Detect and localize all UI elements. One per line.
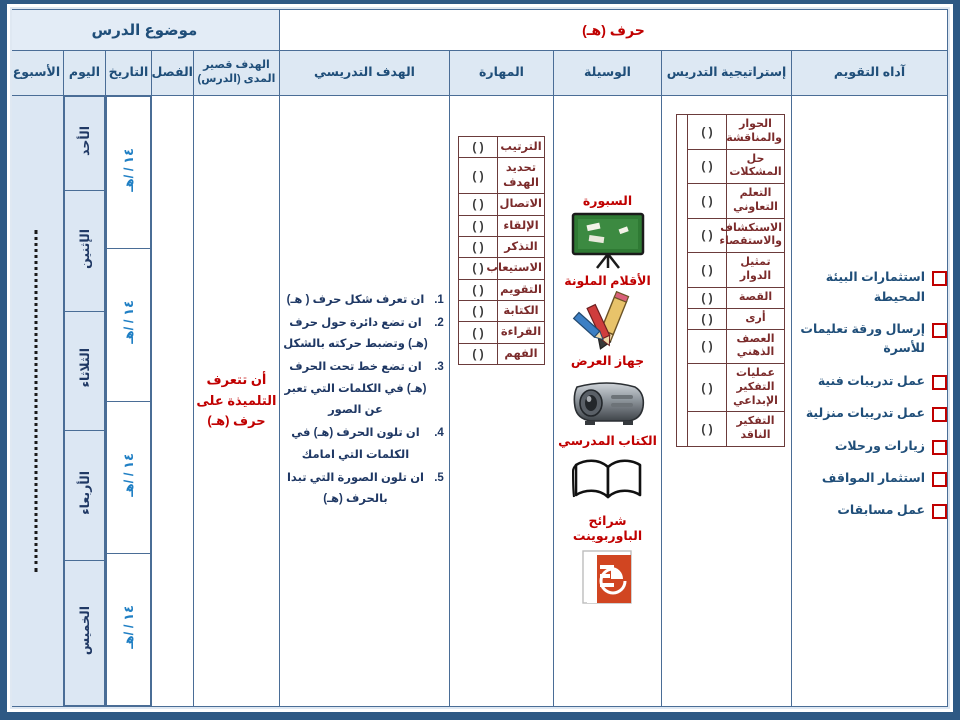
header-media: الوسيلة (554, 51, 662, 96)
skill-row (459, 301, 545, 322)
media-label: جهاز العرض (570, 353, 645, 368)
objective-item: 5. ان تلون الصورة التي تبدا بالحرف (هـ) (280, 468, 431, 511)
date-value: ١٤ / /هـ (120, 300, 136, 345)
header-period: الفصل (151, 51, 193, 96)
strategy-checkbox[interactable]: ( ) (688, 218, 727, 253)
strategy-row (688, 412, 785, 447)
skill-label: الكتابة (498, 301, 545, 322)
header-strategy: إستراتيجية التدريس (662, 51, 792, 96)
assessment-label: إرسال ورقة تعليمات للأسرة (800, 322, 925, 356)
strategy-list-wrap (662, 96, 791, 706)
day-row (64, 430, 104, 561)
media-label: السبورة (582, 193, 633, 208)
skill-checkbox[interactable]: ( ) (459, 194, 498, 215)
skill-label: الفهم (498, 343, 545, 364)
teaching-objectives-column (279, 96, 449, 707)
strategy-row (688, 218, 785, 253)
week-dotted-divider (35, 230, 38, 572)
date-column (105, 96, 151, 707)
lesson-subject-title: موضوع الدرس (10, 10, 279, 51)
assessment-item[interactable] (792, 320, 947, 359)
strategy-table (687, 114, 785, 447)
header-assessment: آداه التقويم (792, 51, 948, 96)
day-row (64, 561, 104, 706)
assessment-checkbox-icon[interactable] (932, 323, 947, 338)
day-row (64, 311, 104, 430)
chalkboard-icon (554, 210, 661, 272)
strategy-checkbox[interactable]: ( ) (688, 253, 727, 288)
projector-icon (554, 370, 661, 432)
assessment-checkbox-icon[interactable] (932, 407, 947, 422)
skill-checkbox[interactable]: ( ) (459, 279, 498, 300)
skill-row (459, 137, 545, 158)
date-value: ١٤ / /هـ (120, 604, 136, 649)
skill-column (450, 96, 554, 707)
assessment-item[interactable] (792, 501, 947, 520)
skill-label: التذكر (498, 236, 545, 257)
plan-body-row (10, 96, 948, 707)
strategy-checkbox[interactable]: ( ) (688, 364, 727, 412)
header-date: التاريخ (105, 51, 151, 96)
date-row (106, 553, 150, 705)
skill-row (459, 194, 545, 215)
strategy-row (688, 149, 785, 184)
short-goal-cell: أن تتعرف التلميذة على حرف (هـ) (193, 96, 279, 707)
date-cell[interactable] (106, 401, 150, 553)
skill-checkbox[interactable]: ( ) (459, 258, 498, 279)
date-table (106, 96, 151, 706)
day-cell[interactable] (64, 191, 104, 311)
day-cell[interactable] (64, 311, 104, 430)
skill-checkbox[interactable]: ( ) (459, 301, 498, 322)
assessment-label: عمل تدريبات فنية (817, 373, 925, 388)
strategy-label: حل المشكلات (727, 149, 785, 184)
strategy-row (688, 308, 785, 329)
strategy-label: تمثيل الدوار (727, 253, 785, 288)
strategy-row (688, 364, 785, 412)
objectives-list (280, 290, 449, 511)
assessment-item[interactable] (792, 372, 947, 391)
date-value: ١٤ / /هـ (120, 452, 136, 497)
strategy-checkbox[interactable]: ( ) (688, 184, 727, 219)
skill-checkbox[interactable]: ( ) (459, 343, 498, 364)
strategy-label: أرى (727, 308, 785, 329)
strategy-label: الاستكشاف والاستقصاء (727, 218, 785, 253)
day-label: الأحد (77, 126, 92, 157)
strategy-checkbox[interactable]: ( ) (688, 412, 727, 447)
header-week: الأسبوع (10, 51, 63, 96)
assessment-item[interactable] (792, 437, 947, 456)
strategy-side-rail (676, 114, 687, 447)
objective-item: 1. ان تعرف شكل حرف ( هـ) (280, 290, 431, 311)
assessment-checkbox-icon[interactable] (932, 440, 947, 455)
day-label: الإثنين (77, 228, 92, 269)
strategy-row (688, 184, 785, 219)
strategy-checkbox[interactable]: ( ) (688, 149, 727, 184)
lesson-plan-frame (10, 7, 950, 709)
skill-row (459, 215, 545, 236)
media-label: شرائح الباوربوينت (572, 513, 643, 543)
skill-checkbox[interactable]: ( ) (459, 322, 498, 343)
skill-row (459, 279, 545, 300)
objective-item: 2. ان تضع دائرة حول حرف (هـ) وتضبط حركته بالشكل (280, 313, 431, 356)
skill-label: الإلقاء (498, 215, 545, 236)
skill-table (458, 136, 545, 365)
date-row (106, 249, 150, 401)
assessment-checkbox-icon[interactable] (932, 472, 947, 487)
assessment-column (792, 96, 948, 707)
strategy-label: العصف الذهني (727, 329, 785, 364)
lesson-plan-table (10, 9, 948, 707)
skill-label: الاستيعاب (498, 258, 545, 279)
strategy-row (688, 253, 785, 288)
assessment-item[interactable] (792, 268, 947, 307)
date-cell[interactable] (106, 97, 150, 249)
skill-row (459, 343, 545, 364)
header-skill: المهارة (450, 51, 554, 96)
assessment-checkbox-icon[interactable] (932, 375, 947, 390)
skill-label: الترتيب (498, 137, 545, 158)
skill-list-wrap (450, 96, 553, 706)
skill-row (459, 322, 545, 343)
day-cell[interactable] (64, 561, 104, 706)
strategy-row (688, 287, 785, 308)
strategy-label: التفكير الناقد (727, 412, 785, 447)
skill-label: تحديد الهدف (498, 158, 545, 194)
assessment-item[interactable] (792, 469, 947, 488)
skill-row (459, 258, 545, 279)
header-teaching-goal: الهدف التدريسي (279, 51, 449, 96)
column-header-row (10, 51, 948, 96)
skill-label: الاتصال (498, 194, 545, 215)
media-column (554, 96, 662, 707)
open-book-icon (554, 450, 661, 512)
strategy-label: الحوار والمناقشة (727, 115, 785, 150)
objective-item: 4. ان تلون الحرف (هـ) في الكلمات التي امامك (280, 423, 431, 466)
skill-label: القراءة (498, 322, 545, 343)
media-label: الكتاب المدرسي (558, 433, 657, 448)
assessment-checkbox-icon[interactable] (932, 504, 947, 519)
day-label: الثلاثاء (77, 348, 92, 388)
objective-item: 3. ان تضع خط تحت الحرف (هـ) في الكلمات التي تعبر عن الصور (280, 357, 431, 421)
header-day: اليوم (63, 51, 105, 96)
assessment-label: زيارات ورحلات (834, 438, 925, 453)
strategy-checkbox[interactable]: ( ) (688, 308, 727, 329)
title-row (10, 10, 948, 51)
strategy-label: عمليات التفكير الإبداعي (727, 364, 785, 412)
period-cell[interactable] (151, 96, 193, 707)
skill-checkbox[interactable]: ( ) (459, 137, 498, 158)
strategy-label: القصة (727, 287, 785, 308)
week-cell[interactable] (10, 96, 63, 707)
media-item (554, 194, 661, 272)
colored-pencils-icon (554, 290, 661, 352)
day-table (64, 96, 105, 706)
skill-label: التقويم (498, 279, 545, 300)
skill-checkbox[interactable]: ( ) (459, 236, 498, 257)
header-short-goal: الهدف قصير المدى (الدرس) (193, 51, 279, 96)
assessment-label: استثمارات البيئة المحيطة (825, 270, 925, 304)
assessment-checkbox-icon[interactable] (932, 271, 947, 286)
lesson-letter-title: حرف (هـ) (279, 10, 947, 51)
strategy-checkbox[interactable]: ( ) (688, 115, 727, 150)
assessment-list (792, 268, 947, 520)
skill-checkbox[interactable]: ( ) (459, 215, 498, 236)
media-label: الأقلام الملونة (564, 273, 651, 288)
date-cell[interactable] (106, 553, 150, 705)
assessment-item[interactable] (792, 404, 947, 423)
skill-row (459, 158, 545, 194)
skill-row (459, 236, 545, 257)
day-label: الخميس (77, 606, 92, 656)
date-row (106, 97, 150, 249)
day-cell[interactable] (64, 97, 104, 191)
skill-checkbox[interactable]: ( ) (459, 158, 498, 194)
day-label: الأربعاء (77, 471, 92, 515)
day-row (64, 191, 104, 311)
assessment-label: استثمار المواقف (821, 470, 925, 485)
day-cell[interactable] (64, 430, 104, 561)
strategy-row (688, 115, 785, 150)
day-column (63, 96, 105, 707)
strategy-checkbox[interactable]: ( ) (688, 329, 727, 364)
assessment-label: عمل مسابقات (837, 503, 925, 518)
media-list (554, 194, 661, 607)
day-row (64, 97, 104, 191)
media-item (554, 274, 661, 352)
date-value: ١٤ / /هـ (120, 148, 136, 193)
date-row (106, 401, 150, 553)
media-item (554, 354, 661, 432)
strategy-label: التعلم التعاوني (727, 184, 785, 219)
strategy-row (688, 329, 785, 364)
date-cell[interactable] (106, 249, 150, 401)
strategy-column (662, 96, 792, 707)
assessment-label: عمل تدريبات منزلية (805, 406, 925, 421)
powerpoint-icon (554, 545, 661, 607)
media-item (554, 514, 661, 607)
media-item (554, 434, 661, 512)
strategy-checkbox[interactable]: ( ) (688, 287, 727, 308)
